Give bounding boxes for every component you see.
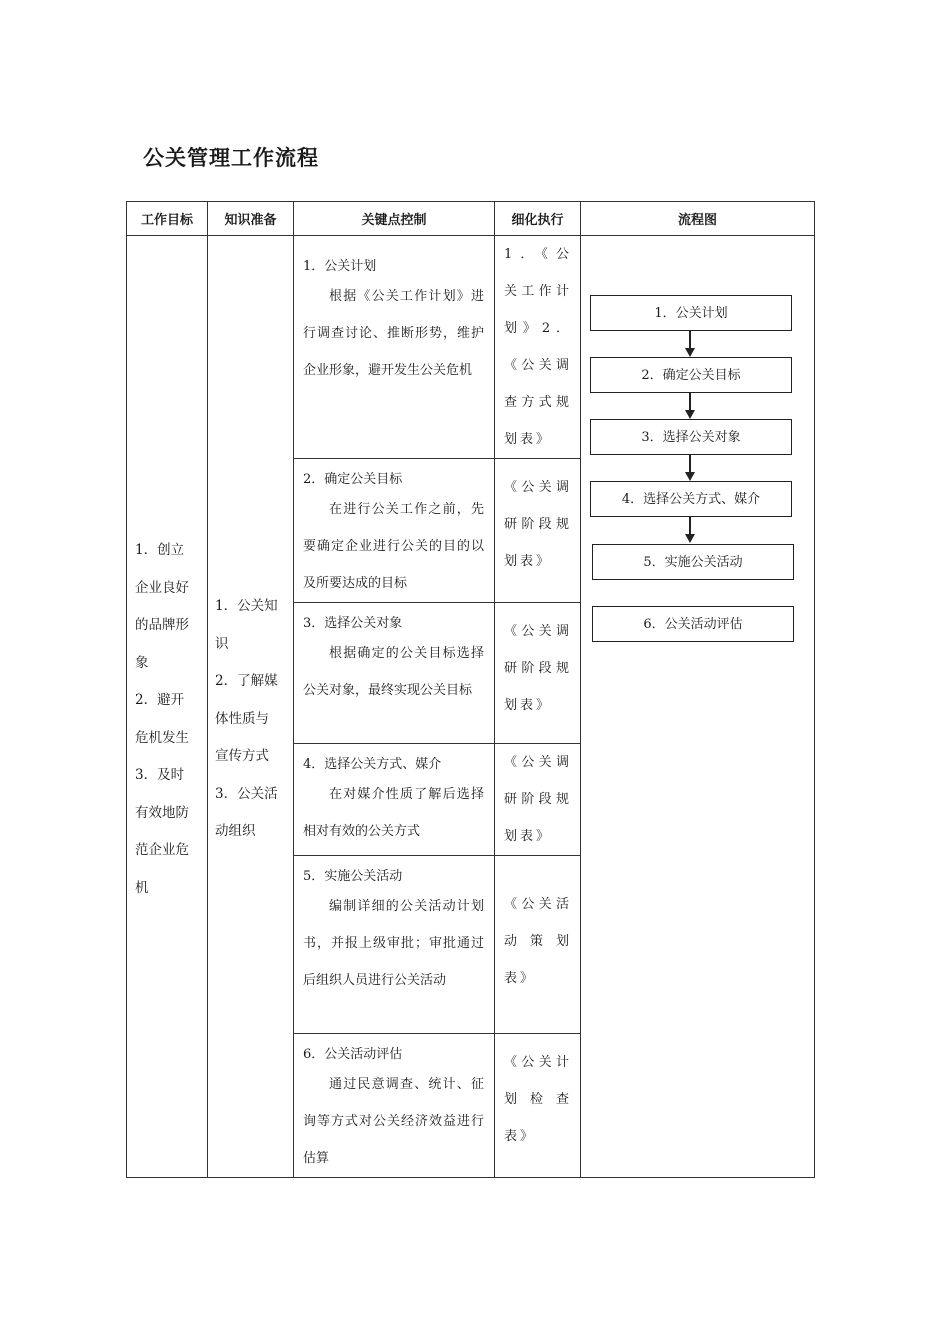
key-point-body: 根据确定的公关目标选择公关对象，最终实现公关目标 <box>303 646 484 698</box>
key-point-cell <box>294 744 495 856</box>
header-work-goal: 工作目标 <box>127 202 208 236</box>
execution-cell: 《公关调研阶段规划表》 <box>495 744 581 856</box>
key-point-body: 编制详细的公关活动计划书，并报上级审批；审批通过后组织人员进行公关活动 <box>303 899 484 988</box>
execution-cell: 《公关调研阶段规划表》 <box>495 459 581 603</box>
flow-step-box: 2．确定公关目标 <box>590 357 792 393</box>
goal-line: 范企业危 <box>135 842 189 858</box>
header-key-points: 关键点控制 <box>294 202 495 236</box>
key-point-cell <box>294 603 495 744</box>
execution-cell: 《公关活动策划表》 <box>495 856 581 1034</box>
goal-line: 1．创立 <box>135 542 185 558</box>
knowledge-line: 2．了解媒 <box>215 673 278 690</box>
key-point-heading: 5．实施公关活动 <box>303 869 403 884</box>
knowledge-line: 体性质与 <box>215 710 269 727</box>
key-point-body: 根据《公关工作计划》进行调查讨论、推断形势，维护企业形象，避开发生公关危机 <box>303 289 484 378</box>
key-point-cell <box>294 459 495 603</box>
execution-cell: 《公关计划检查表》 <box>495 1034 581 1178</box>
knowledge-line: 识 <box>215 635 229 652</box>
flow-step-box: 1．公关计划 <box>590 295 792 331</box>
goal-line: 有效地防 <box>135 804 189 821</box>
key-point-heading: 2．确定公关目标 <box>303 472 403 487</box>
key-point-cell <box>294 856 495 1034</box>
goal-line: 的品牌形 <box>135 617 189 633</box>
knowledge-line: 1．公关知 <box>215 598 278 615</box>
flow-step-box: 5．实施公关活动 <box>592 544 794 580</box>
flow-step-box: 4．选择公关方式、媒介 <box>590 481 792 517</box>
execution-cell: 《公关调研阶段规划表》 <box>495 603 581 744</box>
execution-cell: 1．《公关工作计划》2．《公关调查方式规划表》 <box>495 236 581 459</box>
goal-line: 机 <box>135 879 149 896</box>
flowchart-cell <box>581 236 815 1178</box>
goal-line: 3．及时 <box>135 767 185 783</box>
key-point-body: 通过民意调查、统计、征询等方式对公关经济效益进行估算 <box>303 1077 484 1166</box>
key-point-heading: 6．公关活动评估 <box>303 1047 403 1062</box>
key-point-cell <box>294 1034 495 1178</box>
goal-line: 2．避开 <box>135 692 185 708</box>
key-point-body: 在对媒介性质了解后选择相对有效的公关方式 <box>303 787 484 839</box>
knowledge-cell <box>208 236 294 1178</box>
work-goal-cell <box>127 236 208 1178</box>
key-point-heading: 3．选择公关对象 <box>303 616 403 631</box>
knowledge-line: 动组织 <box>215 823 256 840</box>
workflow-table <box>126 201 815 1178</box>
goal-line: 象 <box>135 654 149 671</box>
key-point-heading: 4．选择公关方式、媒介 <box>303 757 442 772</box>
key-point-cell <box>294 236 495 459</box>
goal-line: 危机发生 <box>135 729 189 746</box>
key-point-body: 在进行公关工作之前，先要确定企业进行公关的目的以及所要达成的目标 <box>303 502 484 591</box>
table-row <box>127 236 815 459</box>
page-title: 公关管理工作流程 <box>143 146 319 170</box>
table-header-row <box>127 202 815 236</box>
flow-step-box: 6．公关活动评估 <box>592 606 794 642</box>
header-flowchart: 流程图 <box>581 202 815 236</box>
key-point-heading: 1．公关计划 <box>303 259 377 274</box>
knowledge-line: 3．公关活 <box>215 785 278 802</box>
goal-line: 企业良好 <box>135 579 189 596</box>
knowledge-line: 宣传方式 <box>215 748 269 765</box>
header-execution: 细化执行 <box>495 202 581 236</box>
header-knowledge: 知识准备 <box>208 202 294 236</box>
flow-step-box: 3．选择公关对象 <box>590 419 792 455</box>
